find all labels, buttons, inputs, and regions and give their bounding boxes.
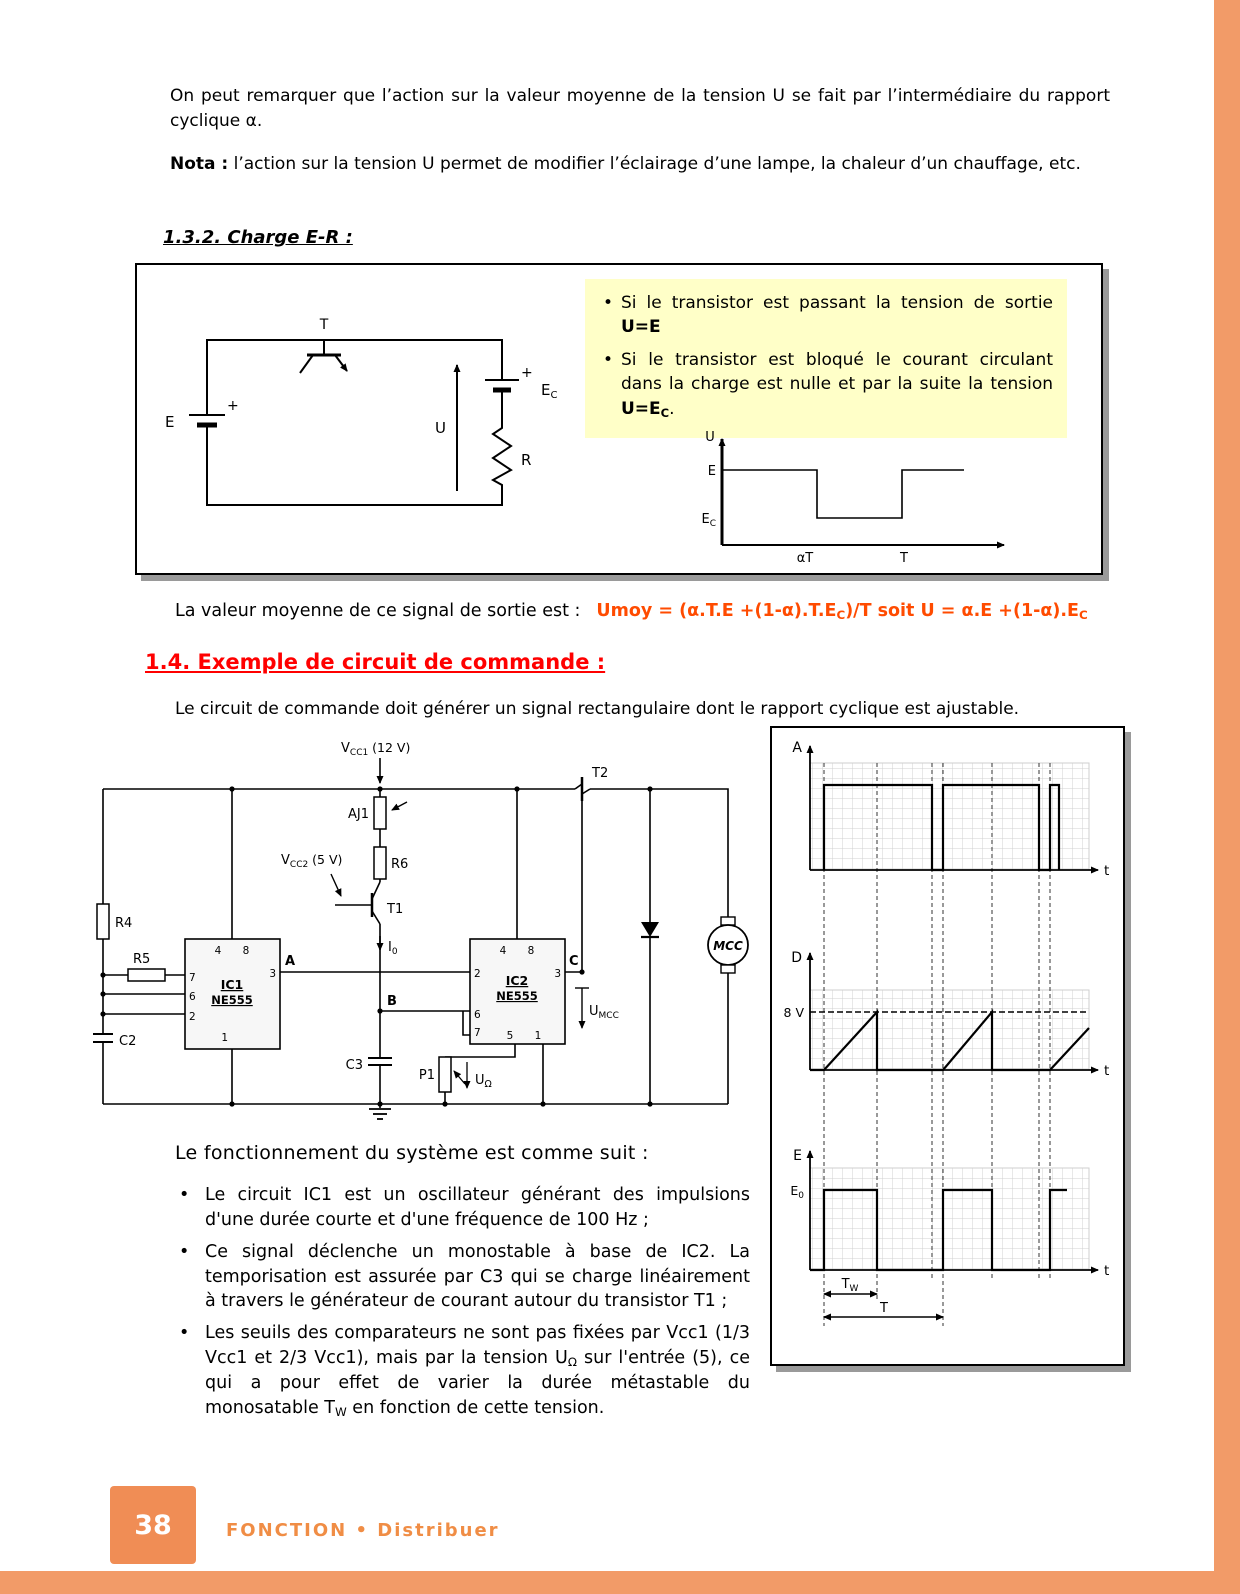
list-item-text: Les seuils des comparateurs ne sont pas fixées par Vcc1 (1/3 Vcc1 et 2/3 Vcc1), mais par la tension UΩ sur l'entrée (5), ce qui a pour effet de varier la durée métastable du monosatable TW en fonction de cette tension. [205, 1323, 750, 1419]
ic2-pin8: 8 [527, 945, 535, 957]
u-mcc-label: $U_{MCC}$ [589, 1004, 619, 1021]
note-text: Si le transistor est passant la tension de sortie [621, 293, 1053, 313]
ic2-pin6: 6 [474, 1009, 481, 1021]
page-edge-bottom [0, 1571, 1240, 1594]
note-item [595, 291, 1053, 339]
axis-e-label: E [793, 1148, 802, 1164]
ic1-pin6: 6 [189, 991, 196, 1003]
bullet-marker: • [179, 1241, 190, 1262]
page-number: 38 [134, 1509, 172, 1541]
list-item-text: Le circuit IC1 est un oscillateur générant des impulsions d'une durée courte et d'une fréquence de 100 Hz ; [205, 1185, 750, 1230]
plus-sign: + [521, 365, 533, 381]
nota-label: Nota : [170, 154, 229, 174]
mean-prefix: La valeur moyenne de ce signal de sortie est : [175, 601, 581, 621]
transistor-notes [585, 279, 1067, 438]
ic2-pin3: 3 [554, 968, 561, 980]
axis-a-label: A [792, 740, 802, 756]
r6-label: R6 [391, 857, 409, 872]
bullet-marker: • [602, 293, 614, 313]
section-heading-132: 1.3.2. Charge E-R : [163, 227, 353, 248]
operation-list [175, 1183, 750, 1428]
ic2-pin1: 1 [534, 1030, 542, 1042]
ic1-pin7: 7 [189, 972, 196, 984]
aj1-label: AJ1 [348, 807, 369, 822]
ic2-pin7: 7 [474, 1027, 481, 1039]
level-ec-label: $E_C$ [701, 512, 716, 529]
ic1-pin1: 1 [221, 1032, 228, 1044]
bullet-marker: • [179, 1185, 190, 1205]
ic1-name: IC1 [220, 977, 244, 992]
ic2-pin5: 5 [506, 1030, 514, 1042]
period-label: T [880, 1301, 888, 1316]
period-t-label: T [900, 551, 908, 566]
vcc1-label: $V_{CC1}$ (12 V) [341, 740, 411, 758]
note-formula: U=E [621, 398, 661, 419]
note-formula: U=E [621, 317, 661, 338]
command-circuit-diagram [85, 732, 765, 1142]
level-e-label: E [707, 464, 716, 479]
waveforms-chart [772, 728, 1123, 1364]
ic2-pin2: 2 [474, 968, 481, 980]
mean-value-line [175, 601, 1088, 622]
operation-intro: Le fonctionnement du système est comme suit : [175, 1142, 649, 1164]
charge-er-circuit-diagram [137, 265, 587, 575]
note-end: . [669, 398, 675, 419]
note-item [595, 348, 1053, 421]
intro-paragraph: On peut remarquer que l’action sur la valeur moyenne de la tension U se fait par l’intermédiaire du rapport cyclique α. [170, 86, 1110, 131]
list-item [175, 1240, 750, 1315]
time-axis-label: t [1104, 1063, 1110, 1079]
level-8v-label: 8 V [783, 1005, 804, 1020]
voltage-u-label: U [435, 419, 446, 437]
c3-label: C3 [345, 1058, 363, 1073]
plus-sign: + [227, 398, 239, 414]
motor-mcc-label: MCC [713, 939, 743, 953]
ic1-type: NE555 [211, 993, 253, 1007]
node-a-label: A [285, 954, 296, 969]
u-omega-label: $U_\Omega$ [475, 1073, 492, 1090]
note-formula-sub: C [660, 405, 670, 420]
alpha-t-label: αT [796, 551, 814, 566]
section-heading-14: 1.4. Exemple de circuit de commande : [145, 650, 606, 674]
node-c-label: C [569, 954, 579, 969]
command-circuit-paragraph: Le circuit de commande doit générer un signal rectangulaire dont le rapport cyclique est ajustable. [175, 699, 1020, 719]
bullet-marker: • [602, 350, 614, 371]
t1-label: T1 [387, 902, 404, 917]
axis-u-label: U [705, 430, 715, 445]
output-waveform-chart [692, 415, 1022, 573]
note-text: Si le transistor est bloqué le courant circulant dans la charge est nulle et par la suite la tension [621, 350, 1053, 395]
time-axis-label: t [1104, 863, 1110, 879]
bullet-marker: • [179, 1323, 190, 1344]
source-e-label: E [165, 413, 175, 431]
mean-formula: Umoy = (α.T.E +(1-α).T.EC)/T soit U = α.E +(1-α).EC [596, 601, 1088, 622]
ic1-pin8: 8 [242, 945, 250, 957]
list-item-text: Ce signal déclenche un monostable à base de IC2. La temporisation est assurée par C3 qui se charge linéairement à travers le générateur de courant autour du transistor T1 ; [205, 1241, 750, 1312]
ic2-name: IC2 [505, 973, 529, 988]
tw-label: $T_W$ [841, 1277, 859, 1294]
transistor-t-label: T [319, 317, 329, 333]
level-e0-label: $E_0$ [790, 1183, 804, 1201]
page-number-box [110, 1486, 196, 1564]
footer-title: FONCTION • Distribuer [226, 1520, 500, 1541]
i0-label: $I_0$ [388, 940, 398, 957]
c2-label: C2 [119, 1034, 137, 1049]
ic1-pin4: 4 [214, 945, 222, 957]
time-axis-label: t [1104, 1263, 1110, 1279]
ic2-pin4: 4 [499, 945, 507, 957]
list-item [175, 1183, 750, 1233]
vcc2-label: $V_{CC2}$ (5 V) [281, 852, 343, 870]
ec-label: $E_C$ [541, 381, 558, 401]
axis-d-label: D [791, 950, 802, 966]
r4-label: R4 [115, 916, 133, 931]
ic2-type: NE555 [496, 989, 538, 1003]
ic1-pin3: 3 [269, 968, 276, 980]
t2-label: T2 [592, 766, 609, 781]
waveforms-panel [770, 726, 1125, 1366]
page-edge-right [1214, 0, 1240, 1594]
figure-charge-er [135, 263, 1103, 575]
ic1-pin2: 2 [189, 1011, 196, 1023]
list-item [175, 1321, 750, 1420]
p1-label: P1 [418, 1068, 435, 1083]
r5-label: R5 [133, 952, 151, 967]
node-b-label: B [387, 994, 397, 1009]
nota-paragraph [170, 152, 1110, 177]
resistor-r-label: R [521, 451, 532, 469]
nota-text: l’action sur la tension U permet de modifier l’éclairage d’une lampe, la chaleur d’un chauffage, etc. [228, 154, 1081, 174]
